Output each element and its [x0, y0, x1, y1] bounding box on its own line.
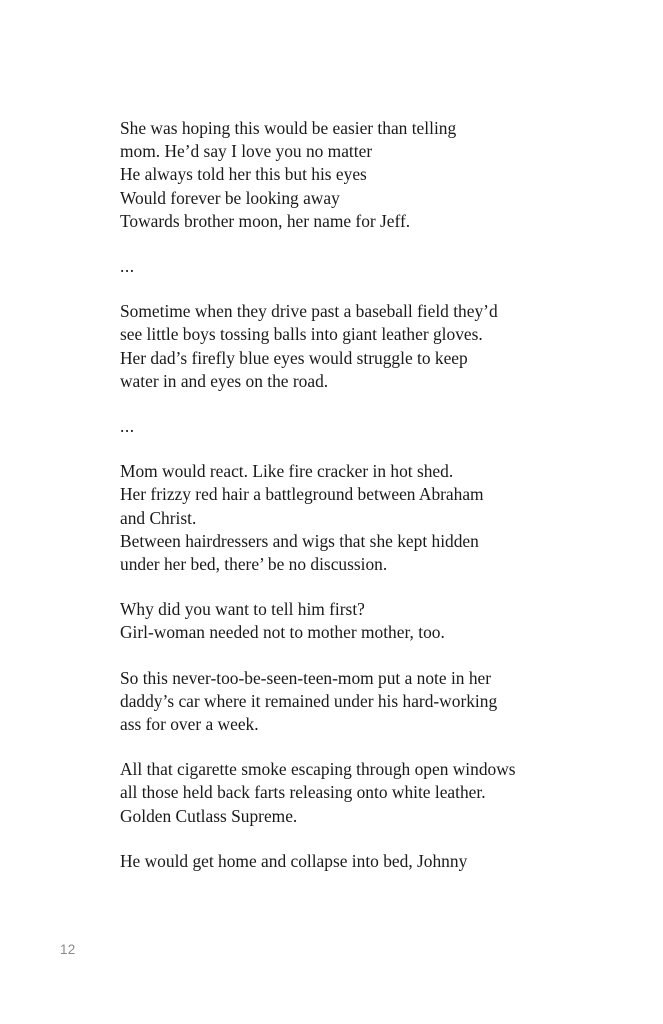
poem-line: mom. He’d say I love you no matter: [120, 141, 373, 162]
poem-stanza: [120, 460, 560, 576]
poem-line: Between hairdressers and wigs that she kept hidden: [120, 530, 479, 551]
poem-stanza: [120, 850, 560, 873]
poem-line: ass for over a week.: [120, 714, 259, 735]
poem-stanza: [120, 598, 560, 644]
poem-line: She was hoping this would be easier than telling: [120, 118, 457, 138]
poem-line: water in and eyes on the road.: [120, 370, 329, 391]
poem-line: Girl-woman needed not to mother mother, too.: [120, 622, 445, 643]
separator-text: ...: [120, 256, 135, 277]
poem-line: He always told her this but his eyes: [120, 164, 367, 185]
poem-line: Towards brother moon, her name for Jeff.: [120, 210, 411, 231]
poem-line: Mom would react. Like fire cracker in hot shed.: [120, 461, 454, 482]
poem-line: all those held back farts releasing onto white leather.: [120, 782, 486, 803]
poem-line: and Christ.: [120, 507, 197, 528]
poem-line: All that cigarette smoke escaping through open windows: [120, 759, 516, 780]
poem-line: Golden Cutlass Supreme.: [120, 805, 298, 826]
poem-stanza: [120, 667, 560, 737]
poem-line: see little boys tossing balls into giant leather gloves.: [120, 324, 483, 345]
poem-line: daddy’s car where it remained under his hard-working: [120, 690, 498, 711]
stanza-separator: [120, 255, 560, 278]
poem-line: So this never-too-be-seen-teen-mom put a note in her: [120, 667, 492, 688]
poem-line: Sometime when they drive past a baseball field they’d: [120, 301, 498, 322]
poem-line: Her frizzy red hair a battleground between Abraham: [120, 484, 484, 505]
poem-line: Would forever be looking away: [120, 187, 340, 208]
poem-stanza: [120, 300, 560, 393]
separator-text: ...: [120, 416, 135, 437]
poem-line: He would get home and collapse into bed, Johnny: [120, 850, 468, 871]
poem-line: under her bed, there’ be no discussion.: [120, 554, 388, 575]
page-number: 12: [60, 942, 76, 957]
stanza-separator: [120, 415, 560, 438]
poem-stanza: [120, 758, 560, 828]
poem-body: [120, 117, 560, 873]
poem-line: Her dad’s firefly blue eyes would struggle to keep: [120, 347, 468, 368]
poem-stanza: [120, 117, 560, 233]
poem-line: Why did you want to tell him first?: [120, 599, 365, 620]
